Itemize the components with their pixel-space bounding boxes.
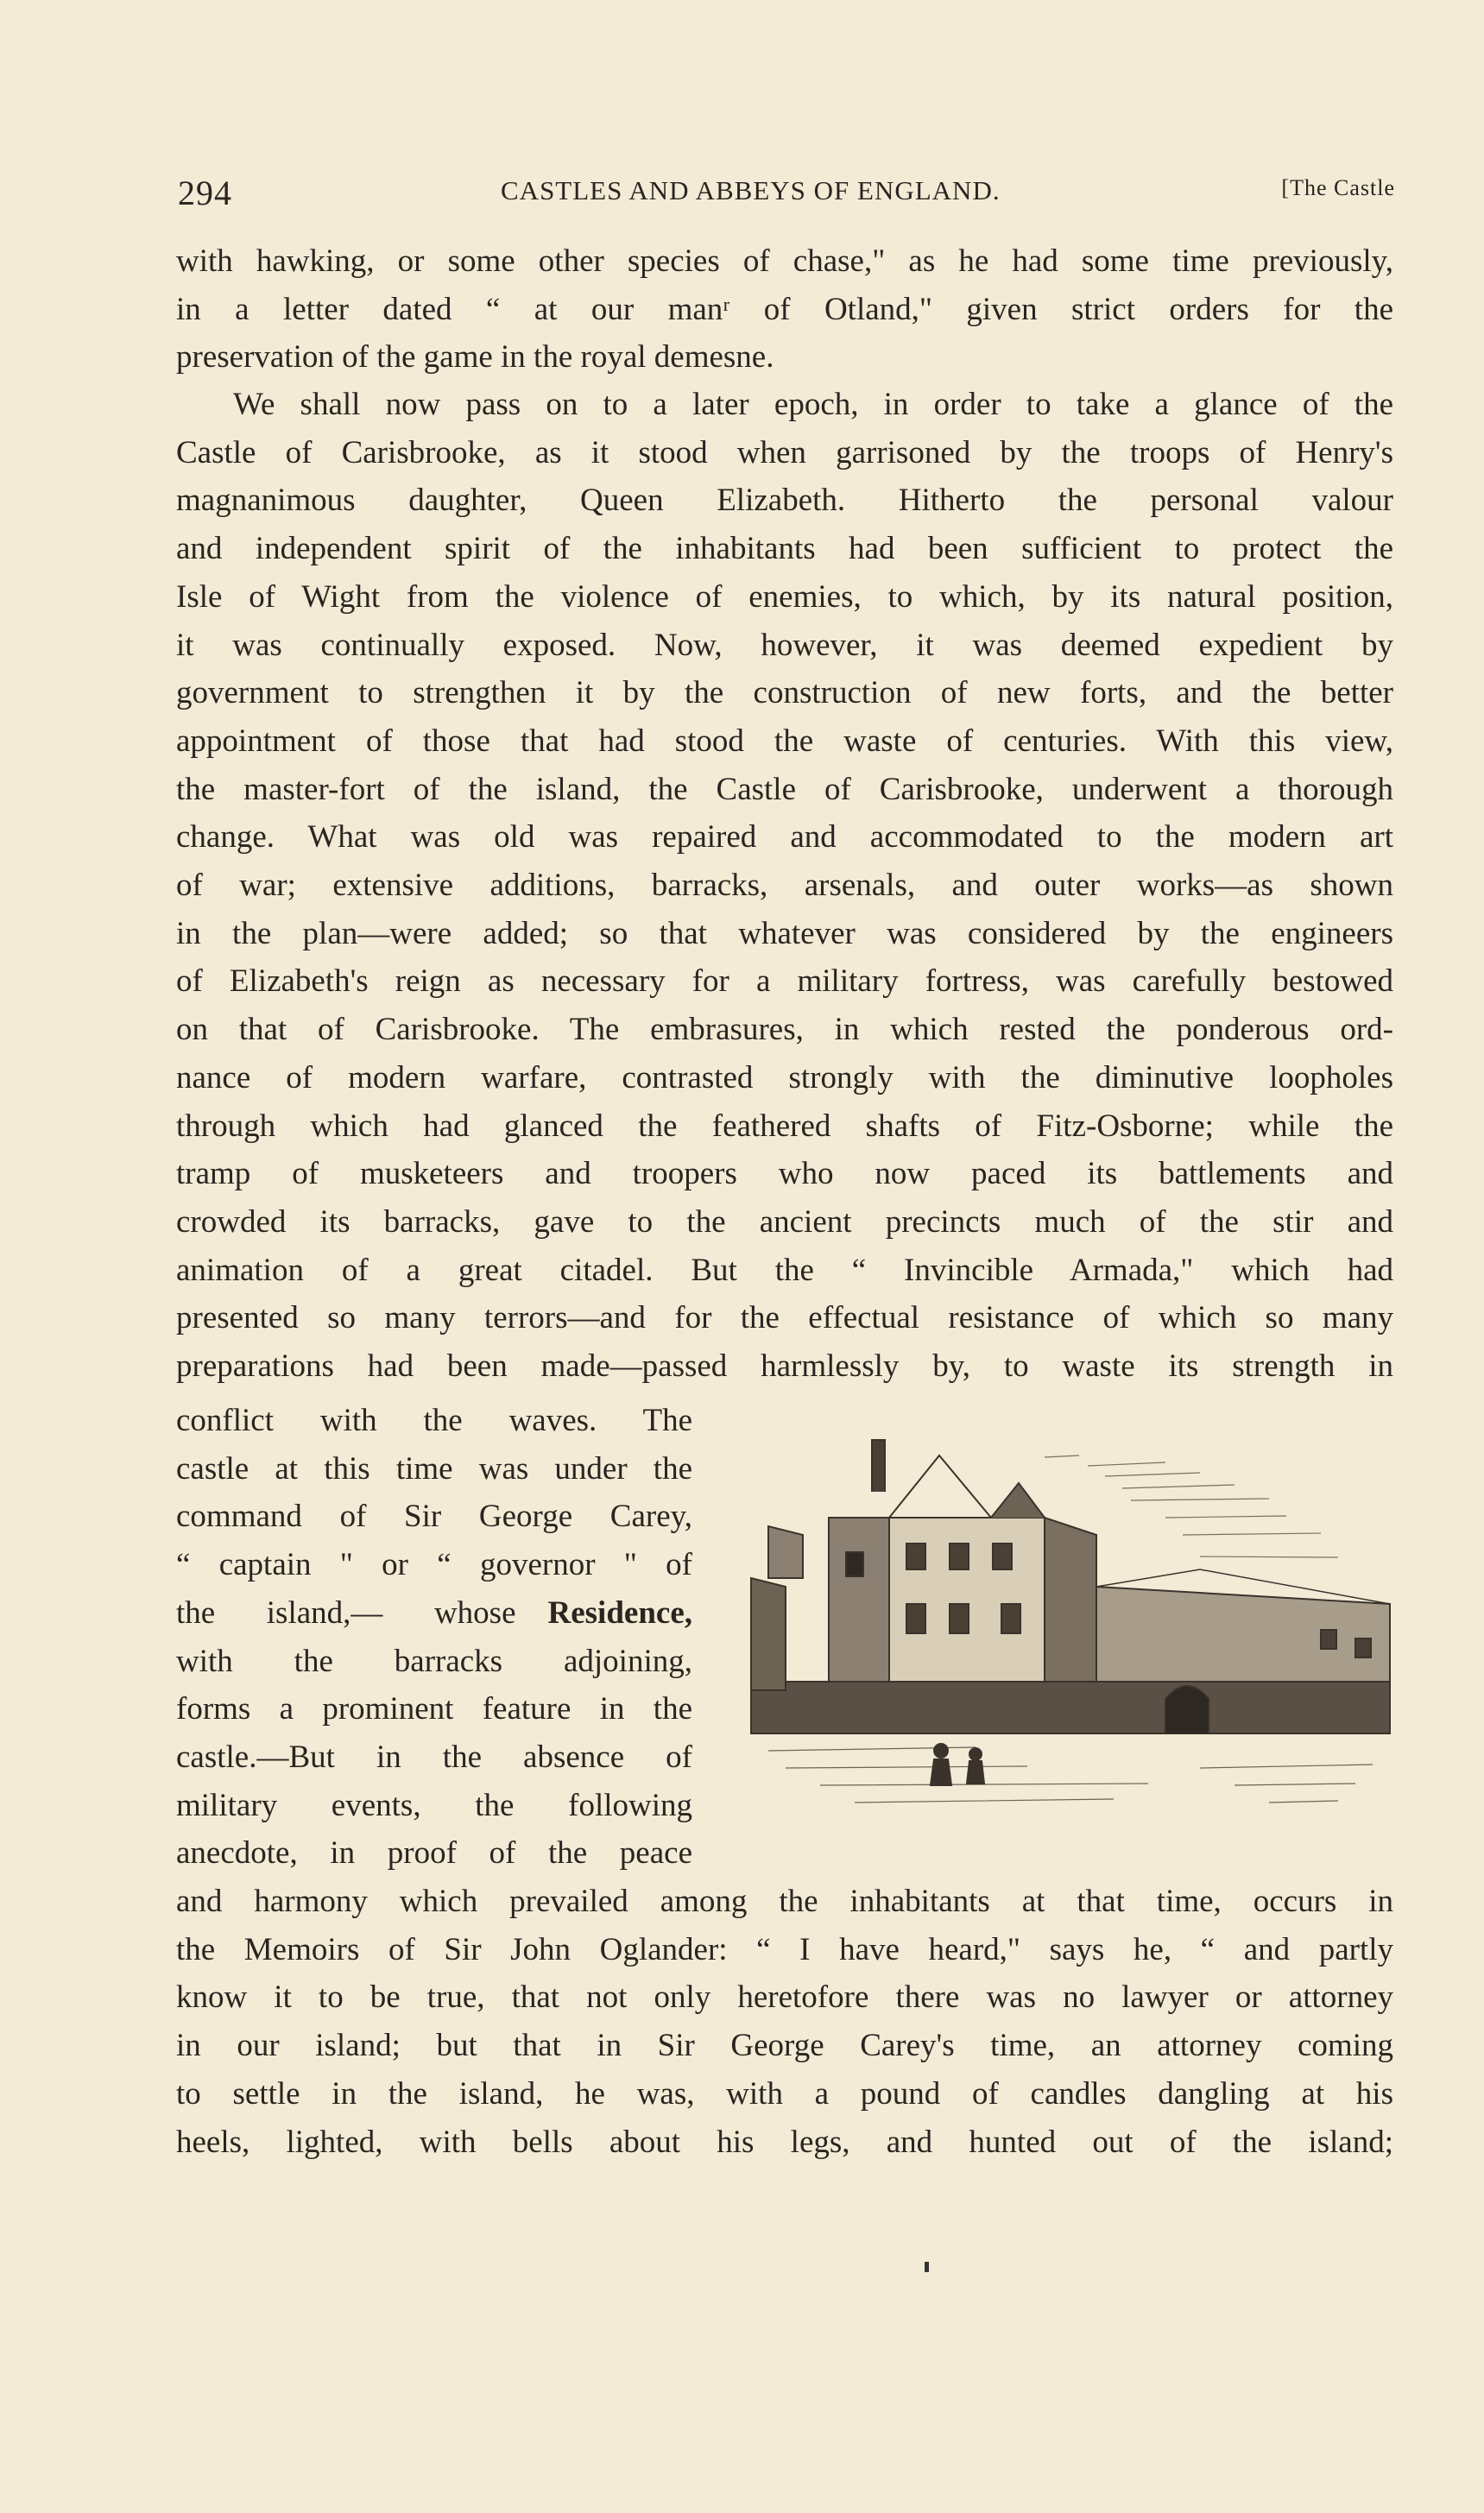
window — [1321, 1630, 1336, 1649]
window — [1001, 1604, 1020, 1633]
right-wall — [1045, 1518, 1096, 1682]
paragraph-chase — [176, 237, 1393, 382]
residence-word: Residence, — [547, 1594, 692, 1631]
page-number: 294 — [178, 174, 232, 212]
paragraph-oglander — [176, 1878, 1393, 2166]
text-line: forms a prominent feature in the — [176, 1691, 692, 1727]
text-line: and independent spirit of the inhabitants had been sufficient to protect the — [176, 531, 1393, 567]
text-line: nance of modern warfare, contrasted strongly with the diminutive loopholes — [176, 1059, 1393, 1095]
page-header — [178, 173, 1395, 216]
house-front — [889, 1518, 1045, 1682]
text-line: with hawking, or some other species of chase," as he had some time previously, — [176, 243, 1393, 279]
residence-lead: the island,— whose — [176, 1594, 516, 1631]
ground-hatching — [768, 1747, 1373, 1803]
window — [950, 1544, 969, 1569]
barrack-wall — [1096, 1587, 1390, 1690]
text-line: the Memoirs of Sir John Oglander: “ I have heard," says he, “ and partly — [176, 1931, 1393, 1967]
running-title: CASTLES AND ABBEYS OF ENGLAND. — [501, 175, 1001, 205]
text-line: in the plan—were added; so that whatever was considered by the engineers — [176, 915, 1393, 951]
text-line: preservation of the game in the royal demesne. — [176, 339, 774, 376]
figure — [967, 1761, 984, 1784]
text-line: it was continually exposed. Now, however, it was deemed expedient by — [176, 627, 1393, 663]
window — [950, 1604, 969, 1633]
residence-engraving — [717, 1405, 1399, 1847]
figure — [931, 1759, 951, 1785]
window — [906, 1544, 925, 1569]
text-line: anecdote, in proof of the peace — [176, 1835, 692, 1872]
text-line: on that of Carisbrooke. The embrasures, in which rested the ponderous ord- — [176, 1012, 1393, 1048]
window — [906, 1604, 925, 1633]
text-line: of war; extensive additions, barracks, arsenals, and outer works—as shown — [176, 868, 1393, 904]
text-line: magnanimous daughter, Queen Elizabeth. Hitherto the personal valour — [176, 483, 1393, 519]
text-line: with the barracks adjoining, — [176, 1643, 692, 1679]
text-line: heels, lighted, with bells about his legs, and hunted out of the island; — [176, 2124, 1393, 2160]
text-line: and harmony which prevailed among the inhabitants at that time, occurs in — [176, 1884, 1393, 1919]
text-line: in our island; but that in Sir George Carey's time, an attorney coming — [176, 2028, 1393, 2064]
text-line: through which had glanced the feathered shafts of Fitz-Osborne; while the — [176, 1108, 1393, 1144]
window — [1355, 1639, 1371, 1657]
text-line: “ captain " or “ governor " of — [176, 1547, 692, 1583]
left-tower — [751, 1578, 786, 1690]
figure — [969, 1748, 982, 1760]
text-line: Isle of Wight from the violence of enemies, to which, by its natural position, — [176, 578, 1393, 615]
text-line: We shall now pass on to a later epoch, in order to take a glance of the — [233, 387, 1393, 422]
foreground-wall — [751, 1682, 1390, 1733]
text-line: command of Sir George Carey, — [176, 1499, 692, 1535]
text-line: know it to be true, that not only heretofore there was no lawyer or attorney — [176, 1979, 1393, 2016]
text-line: Castle of Carisbrooke, as it stood when garrisoned by the troops of Henry's — [176, 434, 1393, 470]
ink-speck — [925, 2262, 929, 2272]
archway — [1165, 1686, 1209, 1733]
text-line-residence — [176, 1589, 692, 1638]
text-line: to settle in the island, he was, with a pound of candles dangling at his — [176, 2075, 1393, 2112]
text-line: tramp of musketeers and troopers who now paced its battlements and — [176, 1156, 1393, 1192]
chimney — [872, 1440, 885, 1492]
paragraph-elizabeth — [176, 381, 1393, 1391]
figure — [934, 1744, 948, 1758]
left-tower — [768, 1526, 803, 1578]
text-line: presented so many terrors—and for the effectual resistance of which so many — [176, 1300, 1393, 1336]
text-line: in a letter dated “ at our manʳ of Otland," given strict orders for the — [176, 291, 1393, 327]
roof — [889, 1455, 991, 1518]
text-line: military events, the following — [176, 1787, 692, 1823]
text-line: castle at this time was under the — [176, 1450, 692, 1487]
text-line: of Elizabeth's reign as necessary for a military fortress, was carefully bestowed — [176, 963, 1393, 1000]
right-gable — [991, 1483, 1045, 1518]
window — [993, 1544, 1012, 1569]
text-line: crowded its barracks, gave to the ancient precincts much of the stir and — [176, 1203, 1393, 1240]
text-line: conflict with the waves. The — [176, 1403, 692, 1438]
text-line: appointment of those that had stood the waste of centuries. With this view, — [176, 723, 1393, 759]
text-line: castle.—But in the absence of — [176, 1739, 692, 1775]
text-line: government to strengthen it by the construction of new forts, and the better — [176, 675, 1393, 711]
text-line: change. What was old was repaired and accommodated to the modern art — [176, 819, 1393, 856]
section-label: [The Castle — [1281, 175, 1395, 200]
text-line: preparations had been made—passed harmlessly by, to waste its strength in — [176, 1348, 1393, 1385]
left-wall — [829, 1518, 889, 1682]
text-line: the master-fort of the island, the Castle of Carisbrooke, underwent a thorough — [176, 771, 1393, 807]
window — [846, 1552, 863, 1576]
text-line: animation of a great citadel. But the “ Invincible Armada," which had — [176, 1252, 1393, 1288]
